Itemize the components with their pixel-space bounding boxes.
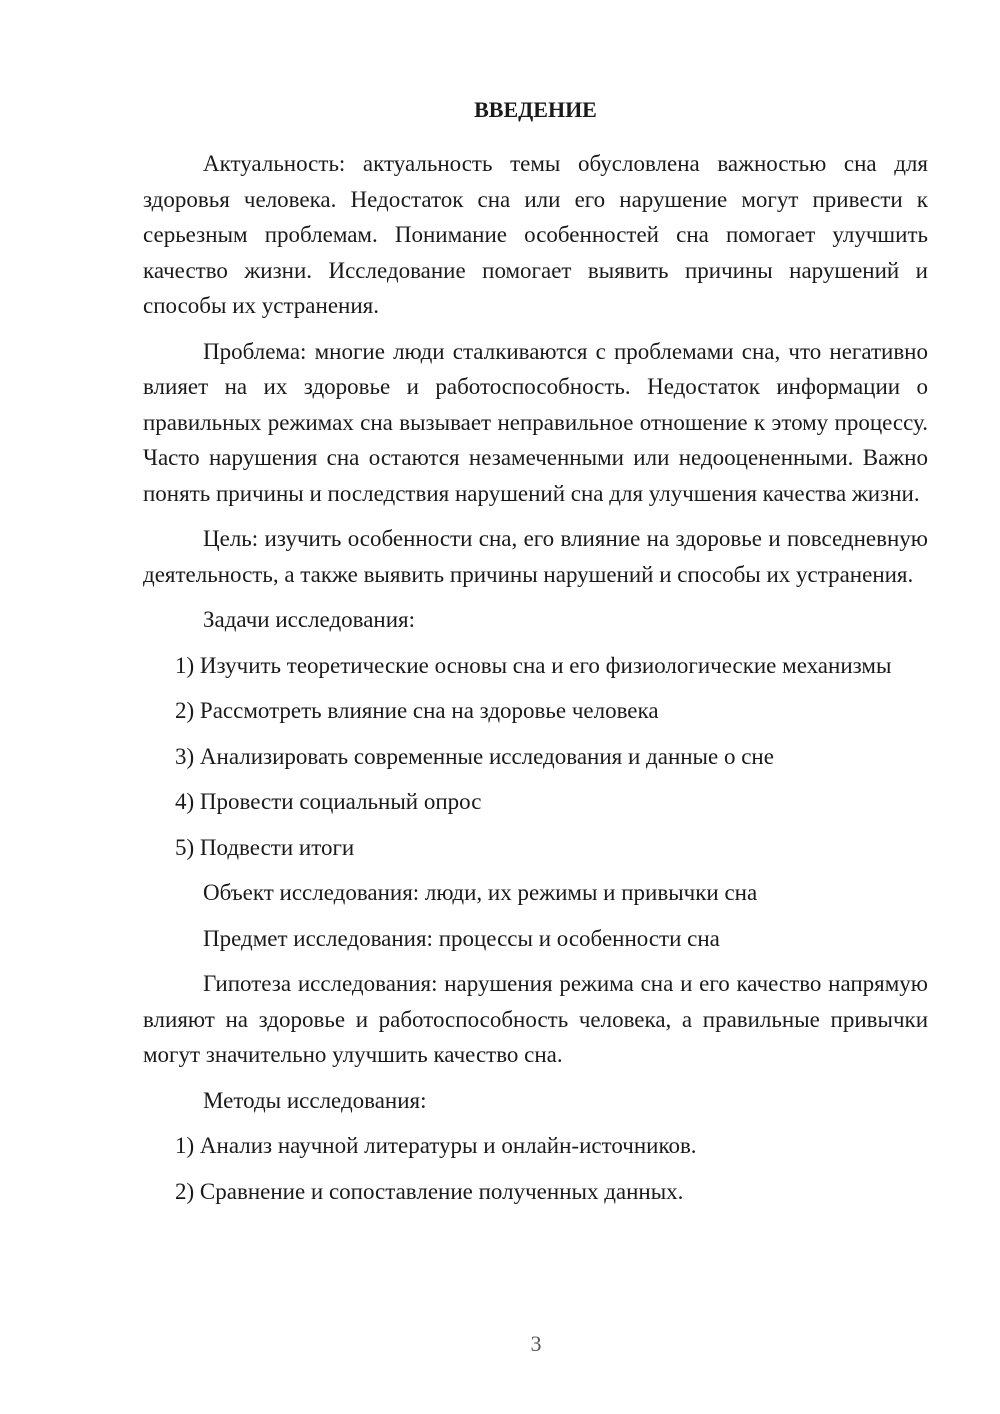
- task-item-2: 2) Рассмотреть влияние сна на здоровье человека: [175, 698, 659, 723]
- methods-title: Методы исследования:: [203, 1087, 427, 1113]
- hypothesis-paragraph: Гипотеза исследования: нарушения режима сна и его качество напрямую влияют на здоровье и работоспособность человека, а правильные привычки могут значительно улучшить качество сна.: [143, 971, 928, 1067]
- relevance-paragraph: Актуальность: актуальность темы обусловлена важностью сна для здоровья человека. Недостаток сна или его нарушение могут привести к серьезным проблемам. Понимание особенностей сна помогает улучшить качество жизни. Исследование помогает выявить причины нарушений и способы их устранения.: [143, 151, 928, 318]
- document-page: [143, 92, 928, 1219]
- task-item-4: 4) Провести социальный опрос: [175, 789, 482, 814]
- problem-paragraph: Проблема: многие люди сталкиваются с проблемами сна, что негативно влияет на их здоровье и работоспособность. Недостаток информации о правильных режимах сна вызывает неправильное отношение к этому процессу. Часто нарушения сна остаются незамеченными или недооцененными. Важно понять причины и последствия нарушений сна для улучшения качества жизни.: [143, 338, 928, 506]
- object-paragraph: Объект исследования: люди, их режимы и привычки сна: [203, 880, 758, 905]
- task-item-3: 3) Анализировать современные исследования и данные о сне: [175, 743, 774, 769]
- goal-paragraph: Цель: изучить особенности сна, его влияние на здоровье и повседневную деятельность, а также выявить причины нарушений и способы их устранения.: [143, 526, 928, 587]
- task-item-5: 5) Подвести итоги: [175, 834, 355, 860]
- subject-paragraph: Предмет исследования: процессы и особенности сна: [203, 925, 720, 951]
- section-heading: ВВЕДЕНИЕ: [474, 97, 597, 122]
- task-item-1: 1) Изучить теоретические основы сна и его физиологические механизмы: [175, 652, 892, 678]
- page-number: 3: [530, 1331, 542, 1356]
- tasks-title: Задачи исследования:: [203, 607, 416, 632]
- method-item-2: 2) Сравнение и сопоставление полученных данных.: [175, 1178, 684, 1204]
- method-item-1: 1) Анализ научной литературы и онлайн-источников.: [175, 1133, 697, 1158]
